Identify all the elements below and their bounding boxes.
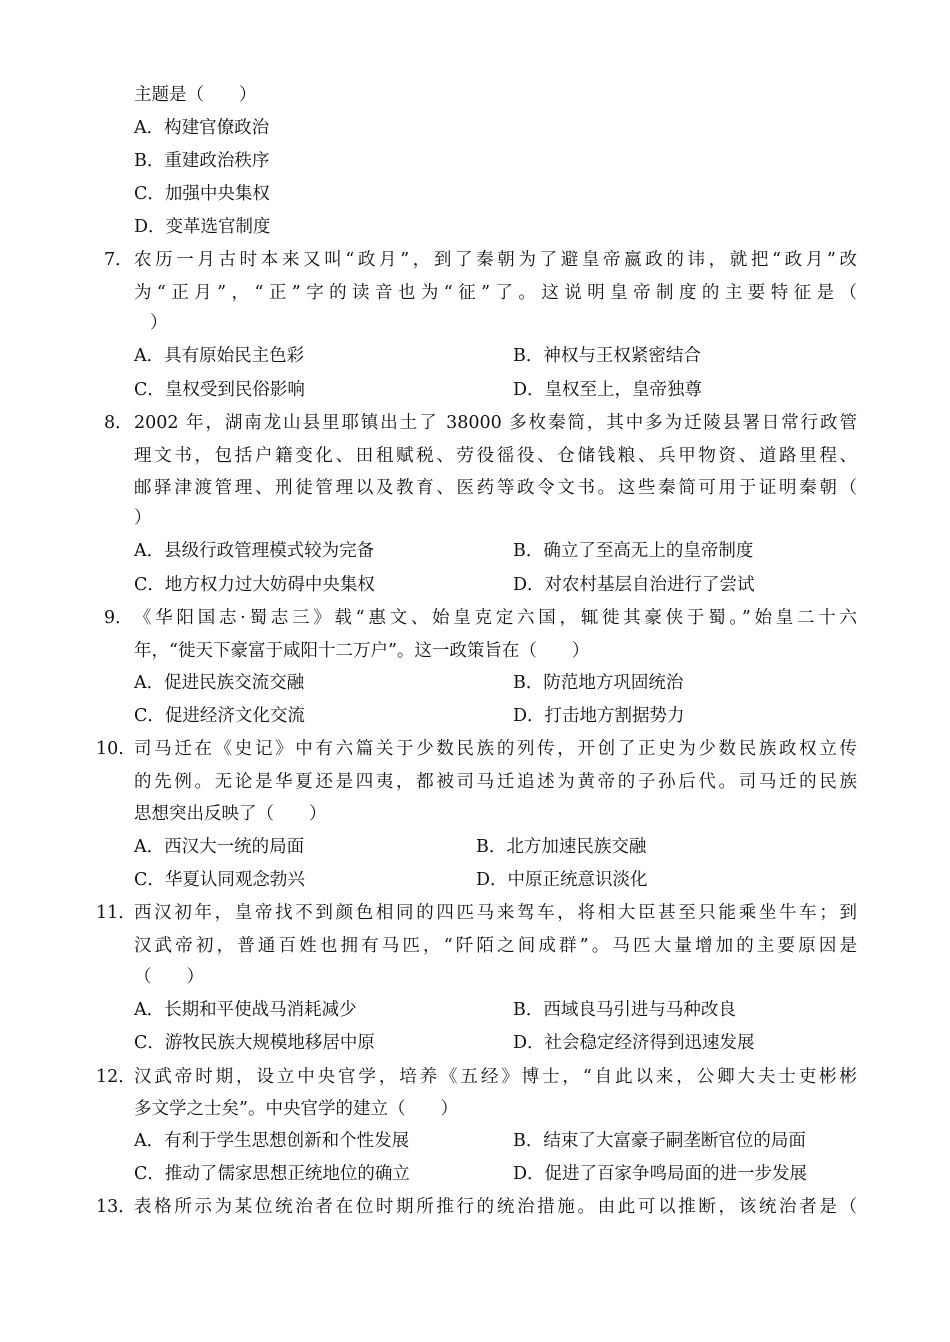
q12-option-a: A．有利于学生思想创新和个性发展 [134,1131,410,1151]
q8-number: 8． [104,413,133,433]
q10-stem-line-2: 的先例。无论是华夏还是四夷，都被司马迁追述为黄帝的子孙后代。司马迁的民族 [134,772,857,792]
q10-option-c: C．华夏认同观念勃兴 [134,870,305,890]
q8-option-d: D．对农村基层自治进行了尝试 [513,575,755,595]
q9-option-a: A．促进民族交流交融 [134,673,305,693]
q10-stem-line-1: 司马迁在《史记》中有六篇关于少数民族的列传，开创了正史为少数民族政权立传 [134,739,857,759]
q12-number: 12． [96,1067,136,1087]
q10-option-d: D．中原正统意识淡化 [476,870,648,890]
q11-option-b: B．西域良马引进与马种改良 [513,1000,736,1020]
q13-stem-line-1: 表格所示为某位统治者在位时期所推行的统治措施。由此可以推断，该统治者是（ [134,1197,857,1217]
q10-stem-line-3: 思想突出反映了（ ） [134,804,327,824]
q13-number: 13． [96,1197,136,1217]
q11-stem-line-2: 汉武帝初，普通百姓也拥有马匹，“阡陌之间成群”。马匹大量增加的主要原因是 [134,936,857,956]
q7-option-d: D．皇权至上，皇帝独尊 [513,380,703,400]
q6-option-a: A．构建官僚政治 [134,118,270,138]
q8-option-c: C．地方权力过大妨碍中央集权 [134,575,375,595]
q8-stem-line-4: ） [134,508,152,528]
q8-stem-line-2: 理文书，包括户籍变化、田租赋税、劳役徭役、仓储钱粮、兵甲物资、道路里程、 [134,446,857,466]
q11-option-a: A．长期和平使战马消耗减少 [134,1000,357,1020]
q11-option-c: C．游牧民族大规模地移居中原 [134,1033,375,1053]
q7-stem-line-1: 农历一月古时本来又叫“政月”，到了秦朝为了避皇帝嬴政的讳，就把“政月”改 [134,250,857,270]
q10-option-b: B．北方加速民族交融 [476,837,647,857]
q9-stem-line-2: 年，“徙天下豪富于咸阳十二万户”。这一政策旨在（ ） [134,641,590,661]
q12-option-b: B．结束了大富豪子嗣垄断官位的局面 [513,1131,806,1151]
q7-number: 7． [104,250,133,270]
q8-option-b: B．确立了至高无上的皇帝制度 [513,541,754,561]
q7-option-c: C．皇权受到民俗影响 [134,380,305,400]
q7-stem-line-2: 为“正月”，“正”字的读音也为“征”了。这说明皇帝制度的主要特征是（ [134,283,857,303]
q11-stem-line-1: 西汉初年，皇帝找不到颜色相同的四匹马来驾车，将相大臣甚至只能乘坐牛车；到 [134,903,857,923]
q12-option-c: C．推动了儒家思想正统地位的确立 [134,1164,410,1184]
q9-option-c: C．促进经济文化交流 [134,706,305,726]
q6-option-b: B．重建政治秩序 [134,151,270,171]
q6-stem-tail: 主题是（ ） [134,85,257,105]
q12-option-d: D．促进了百家争鸣局面的进一步发展 [513,1164,808,1184]
q9-number: 9． [104,608,133,628]
q7-option-a: A．具有原始民主色彩 [134,346,305,366]
q6-option-d: D．变革选官制度 [134,217,271,237]
q11-number: 11． [96,903,136,923]
q12-stem-line-2: 多文学之士矣”。中央官学的建立（ ） [134,1099,458,1119]
q8-stem-line-1: 2002 年，湖南龙山县里耶镇出土了 38000 多枚秦简，其中多为迁陵县署日常行政管 [134,413,857,433]
q7-stem-line-3: ） [150,313,168,333]
q7-option-b: B．神权与王权紧密结合 [513,346,701,366]
q10-number: 10. [96,739,124,759]
q8-option-a: A．县级行政管理模式较为完备 [134,541,375,561]
q11-option-d: D．社会稳定经济得到迅速发展 [513,1033,755,1053]
q9-stem-line-1: 《华阳国志·蜀志三》载“惠文、始皇克定六国，辄徙其豪侠于蜀。”始皇二十六 [134,608,857,628]
q9-option-b: B．防范地方巩固统治 [513,673,684,693]
q11-stem-line-3: （ ） [134,967,204,987]
q12-stem-line-1: 汉武帝时期，设立中央官学，培养《五经》博士，“自此以来，公卿大夫士吏彬彬 [134,1067,857,1087]
q9-option-d: D．打击地方割据势力 [513,706,685,726]
q8-stem-line-3: 邮驿津渡管理、刑徒管理以及教育、医药等政令文书。这些秦简可用于证明秦朝（ [134,478,857,498]
q10-option-a: A．西汉大一统的局面 [134,837,305,857]
q6-option-c: C．加强中央集权 [134,184,270,204]
